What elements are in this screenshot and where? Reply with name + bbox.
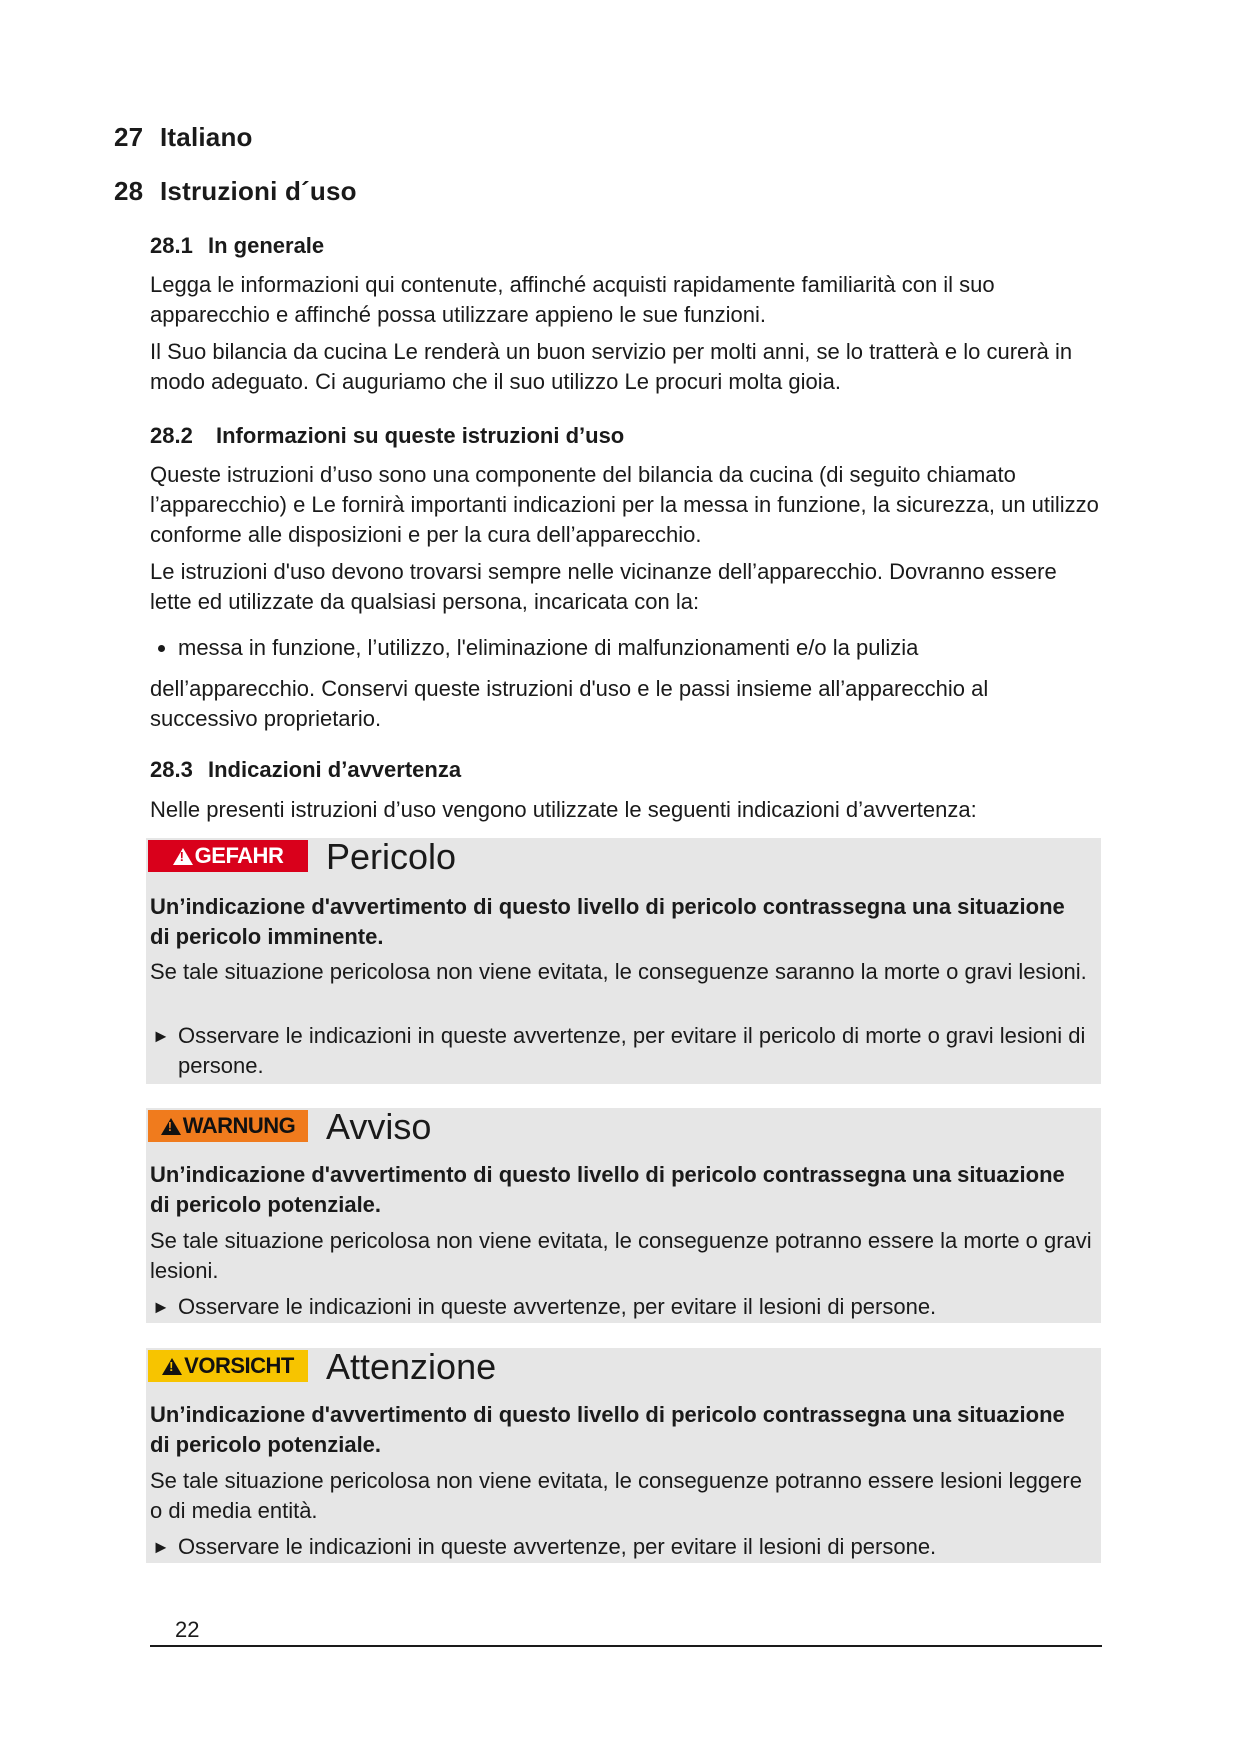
paragraph: Le istruzioni d'uso devono trovarsi sempre nelle vicinanze dell’apparecchio. Dovranno essere lette ed utilizzate da qualsiasi persona, incaricata con la: xyxy=(150,559,1057,614)
warning-box-danger xyxy=(146,838,1101,1084)
footer-rule xyxy=(150,1645,1102,1647)
warning-action-text: Osservare le indicazioni in queste avvertenze, per evitare il lesioni di persone. xyxy=(178,1534,937,1559)
section-title: Informazioni su queste istruzioni d’uso xyxy=(216,423,625,448)
list-item xyxy=(150,633,1100,663)
section-number: 28.3 xyxy=(150,757,193,782)
paragraph: Queste istruzioni d’uso sono una componente del bilancia da cucina (di seguito chiamato l’apparecchio) e Le fornirà importanti indicazioni per la messa in funzione, la sicurezza, un utilizzo conforme alle disposizioni e per la cura dell’apparecchio. xyxy=(150,462,1099,547)
warning-triangle-icon xyxy=(162,1358,182,1375)
warning-badge xyxy=(148,1110,308,1142)
section-number: 28.1 xyxy=(150,233,193,258)
danger-badge xyxy=(148,840,308,872)
warning-description: Un’indicazione d'avvertimento di questo livello di pericolo contrassegna una situazione di pericolo potenziale. xyxy=(150,1162,1065,1217)
warning-action-text: Osservare le indicazioni in queste avvertenze, per evitare il pericolo di morte o gravi lesioni di persone. xyxy=(178,1023,1086,1078)
section-heading-28-2 xyxy=(150,423,624,449)
warning-action xyxy=(150,1292,1095,1322)
warning-title: Attenzione xyxy=(326,1346,497,1387)
badge-label: WARNUNG xyxy=(182,1113,296,1138)
caution-badge xyxy=(148,1350,308,1382)
warning-action xyxy=(150,1021,1095,1081)
section-number: 28.2 xyxy=(150,423,193,448)
arrow-right-icon: ► xyxy=(152,1026,170,1046)
warning-consequence: Se tale situazione pericolosa non viene evitata, le conseguenze potranno essere la morte o gravi lesioni. xyxy=(150,1228,1092,1283)
arrow-right-icon: ► xyxy=(152,1297,170,1317)
warning-box-caution xyxy=(146,1348,1101,1563)
warning-description: Un’indicazione d'avvertimento di questo livello di pericolo contrassegna una situazione di pericolo imminente. xyxy=(150,894,1065,949)
paragraph: Il Suo bilancia da cucina Le renderà un buon servizio per molti anni, se lo tratterà e lo curerà in modo adeguato. Ci auguriamo che il suo utilizzo Le procuri molta gioia. xyxy=(150,339,1073,394)
warning-triangle-icon xyxy=(173,848,193,865)
chapter-heading-27 xyxy=(114,122,253,153)
section-title: Indicazioni d’avvertenza xyxy=(208,757,462,782)
chapter-number: 27 xyxy=(114,122,144,152)
paragraph: Legga le informazioni qui contenute, affinché acquisti rapidamente familiarità con il suo apparecchio e affinché possa utilizzare appieno le sue funzioni. xyxy=(150,272,995,327)
section-title: In generale xyxy=(208,233,325,258)
warning-action xyxy=(150,1532,1095,1562)
warning-triangle-icon xyxy=(161,1118,181,1135)
warning-box-warning xyxy=(146,1108,1101,1323)
paragraph: dell’apparecchio. Conservi queste istruzioni d'uso e le passi insieme all’apparecchio al successivo proprietario. xyxy=(150,676,989,731)
list-item-text: messa in funzione, l’utilizzo, l'eliminazione di malfunzionamenti e/o la pulizia xyxy=(178,635,919,660)
section-heading-28-1 xyxy=(150,233,324,259)
badge-label: GEFAHR xyxy=(194,843,284,868)
warning-action-text: Osservare le indicazioni in queste avvertenze, per evitare il lesioni di persone. xyxy=(178,1294,937,1319)
warning-consequence: Se tale situazione pericolosa non viene evitata, le conseguenze saranno la morte o gravi lesioni. xyxy=(150,959,1087,984)
chapter-number: 28 xyxy=(114,176,144,206)
chapter-heading-28 xyxy=(114,176,357,207)
bullet-icon xyxy=(158,645,165,652)
page-number: 22 xyxy=(175,1617,200,1642)
badge-label: VORSICHT xyxy=(184,1353,294,1378)
warning-title: Pericolo xyxy=(326,836,457,877)
chapter-title: Italiano xyxy=(160,122,253,152)
warning-title: Avviso xyxy=(326,1106,432,1147)
warning-consequence: Se tale situazione pericolosa non viene evitata, le conseguenze potranno essere lesioni leggere o di media entità. xyxy=(150,1468,1082,1523)
warning-description: Un’indicazione d'avvertimento di questo livello di pericolo contrassegna una situazione di pericolo potenziale. xyxy=(150,1402,1065,1457)
arrow-right-icon: ► xyxy=(152,1537,170,1557)
paragraph: Nelle presenti istruzioni d’uso vengono utilizzate le seguenti indicazioni d’avvertenza: xyxy=(150,797,977,822)
section-heading-28-3 xyxy=(150,757,461,783)
chapter-title: Istruzioni d´uso xyxy=(160,176,357,206)
